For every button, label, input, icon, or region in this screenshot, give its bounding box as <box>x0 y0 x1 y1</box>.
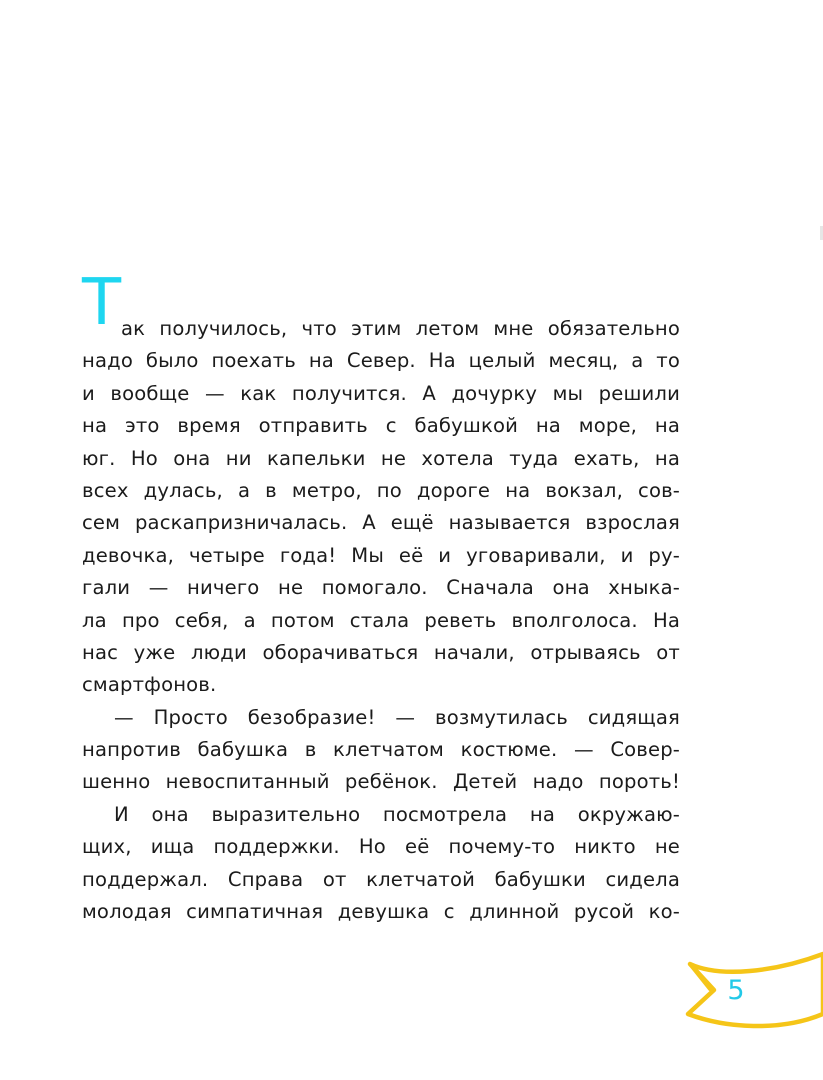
drop-cap: Т <box>82 266 122 340</box>
ribbon-shape <box>688 954 823 1026</box>
text-line: гали — ничего не помогало. Сначала она хныка- <box>82 576 680 600</box>
text-line: и вообще — как получится. А дочурку мы решили <box>82 381 680 405</box>
text-line: смартфонов. <box>82 673 217 697</box>
story-text <box>82 266 680 928</box>
text-line: молодая симпатичная девушка с длинной русой ко- <box>82 900 680 924</box>
text-line: надо было поехать на Север. На целый месяц, а то <box>82 349 680 373</box>
text-line: ла про себя, а потом стала реветь вполголоса. На <box>82 608 680 632</box>
text-line: — Просто безобразие! — возмутилась сидящая <box>114 705 680 729</box>
text-line: напротив бабушка в клетчатом костюме. — Совер- <box>82 738 680 762</box>
text-line: поддержал. Справа от клетчатой бабушки сидела <box>82 867 680 891</box>
text-line: щих, ища поддержки. Но её почему-то никто не <box>82 835 680 859</box>
text-line: девочка, четыре года! Мы её и уговаривали, и ру- <box>82 543 680 567</box>
text-line: всех дулась, а в метро, по дороге на вокзал, сов- <box>82 478 680 502</box>
text-line: шенно невоспитанный ребёнок. Детей надо пороть! <box>82 770 680 794</box>
text-line: ак получилось, что этим летом мне обязательно <box>121 317 680 340</box>
text-line: юг. Но она ни капельки не хотела туда ехать, на <box>82 446 680 470</box>
text-line: на это время отправить с бабушкой на море, на <box>82 414 680 438</box>
text-line: И она выразительно посмотрела на окружаю- <box>114 802 680 826</box>
page-number: 5 <box>727 975 745 1006</box>
text-line: нас уже люди оборачиваться начали, отрываясь от <box>82 640 680 664</box>
text-line: сем раскапризничалась. А ещё называется взрослая <box>82 511 680 535</box>
page-number-ribbon <box>680 944 823 1036</box>
